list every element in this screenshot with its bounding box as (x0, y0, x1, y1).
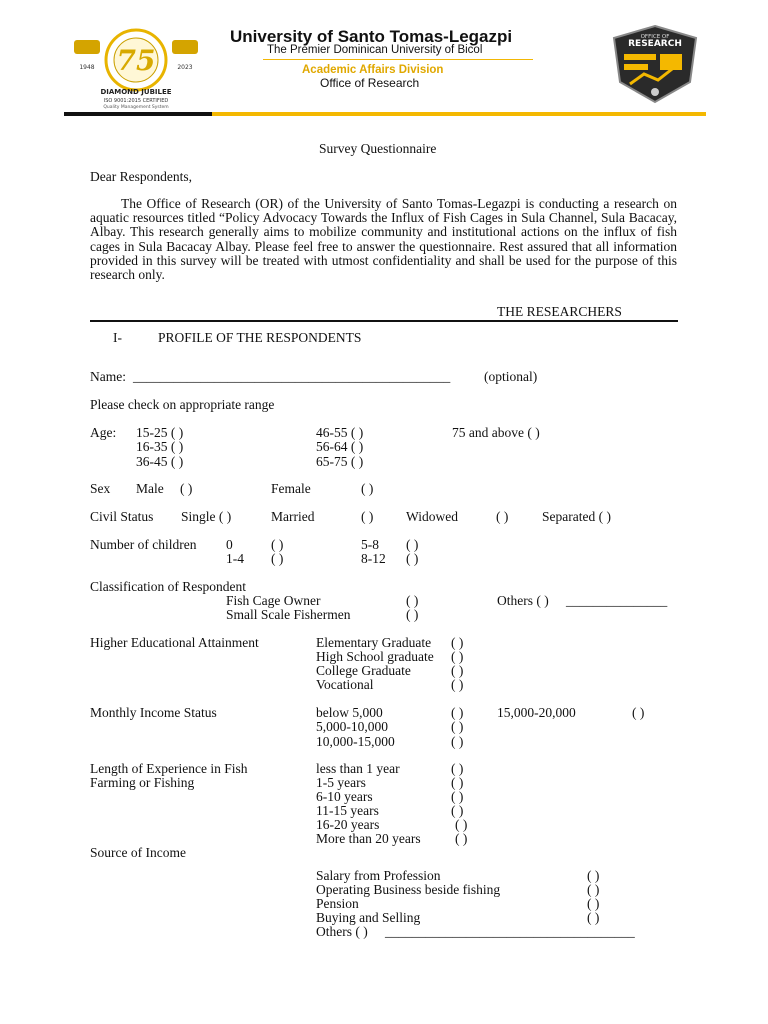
children-checkbox[interactable]: ( ) (271, 551, 284, 566)
age-option[interactable]: 75 and above ( ) (452, 425, 540, 440)
age-option[interactable]: 56-64 ( ) (316, 439, 364, 454)
experience-checkbox[interactable]: ( ) (455, 831, 468, 846)
section-number: I- (113, 330, 122, 345)
education-option-label: Vocational (316, 677, 374, 692)
experience-checkbox[interactable]: ( ) (451, 789, 464, 804)
header-bar-yellow (212, 112, 706, 116)
civil-status-label: Civil Status (90, 509, 154, 524)
classification-option-label: Fish Cage Owner (226, 593, 321, 608)
source-others-field[interactable]: _____________________________________ (385, 924, 635, 939)
civil-widowed-checkbox[interactable]: ( ) (496, 509, 509, 524)
experience-option-label: 1-5 years (316, 775, 366, 790)
children-option-label: 0 (226, 537, 233, 552)
civil-separated-option[interactable]: Separated ( ) (542, 509, 611, 524)
income-option-label: 5,000-10,000 (316, 719, 388, 734)
income-checkbox[interactable]: ( ) (632, 705, 645, 720)
source-option-label: Pension (316, 896, 359, 911)
instruction: Please check on appropriate range (90, 397, 275, 412)
name-field[interactable]: _______________________________________________ (133, 369, 451, 384)
experience-option-label: More than 20 years (316, 831, 421, 846)
experience-checkbox[interactable]: ( ) (451, 803, 464, 818)
source-checkbox[interactable]: ( ) (587, 868, 600, 883)
experience-label-cont: Farming or Fishing (90, 775, 195, 790)
experience-checkbox[interactable]: ( ) (451, 761, 464, 776)
header-divider (263, 59, 533, 60)
children-option-label: 1-4 (226, 551, 244, 566)
office-of-research-logo (610, 24, 700, 104)
education-checkbox[interactable]: ( ) (451, 663, 464, 678)
source-checkbox[interactable]: ( ) (587, 910, 600, 925)
section-divider (90, 320, 678, 322)
section-title: PROFILE OF THE RESPONDENTS (158, 330, 362, 345)
education-option-label: High School graduate (316, 649, 434, 664)
header-bar-dark (64, 112, 212, 116)
document-title: Survey Questionnaire (319, 141, 437, 156)
classification-checkbox[interactable]: ( ) (406, 607, 419, 622)
source-option-label: Buying and Selling (316, 910, 421, 925)
name-optional: (optional) (484, 369, 538, 384)
income-checkbox[interactable]: ( ) (451, 705, 464, 720)
income-option-label: below 5,000 (316, 705, 383, 720)
source-checkbox[interactable]: ( ) (587, 882, 600, 897)
income-option-label: 15,000-20,000 (497, 705, 576, 720)
source-option-label: Salary from Profession (316, 868, 441, 883)
sex-female-label: Female (271, 481, 311, 496)
age-option[interactable]: 36-45 ( ) (136, 454, 184, 469)
source-checkbox[interactable]: ( ) (587, 896, 600, 911)
sex-male-label: Male (136, 481, 164, 496)
logo-qms: Quality Management System (103, 105, 169, 110)
source-others-option[interactable]: Others ( ) (316, 924, 368, 939)
children-option-label: 5-8 (361, 537, 379, 552)
experience-option-label: 16-20 years (316, 817, 380, 832)
svg-text:75: 75 (116, 44, 156, 77)
sex-female-checkbox[interactable]: ( ) (361, 481, 374, 496)
signoff: THE RESEARCHERS (497, 304, 622, 319)
logo-jubilee: DIAMOND JUBILEE (100, 88, 172, 96)
name-label: Name: (90, 369, 126, 384)
age-option[interactable]: 65-75 ( ) (316, 454, 364, 469)
age-option[interactable]: 15-25 ( ) (136, 425, 184, 440)
age-option[interactable]: 16-35 ( ) (136, 439, 184, 454)
intro-paragraph: The Office of Research (OR) of the University of Santo Tomas-Legazpi is conducting a research on aquatic resources titled “Policy Advocacy Towards the Influx of Fish Cages in Sula Channel, Sula Bacacay, Albay. This research generally aims to mobilize community and institutional actions on the influx of fish cages in Sula Bacacay Albay. Please feel free to answer the questionnaire. Rest assured that all information provided in this survey will be treated with utmost confidentiality and shall be used for the purpose of this research only. (90, 196, 677, 283)
source-option-label: Operating Business beside fishing (316, 882, 501, 897)
university-name: University of Santo Tomas-Legazpi (230, 27, 513, 46)
classification-others-option[interactable]: Others ( ) (497, 593, 549, 608)
diamond-jubilee-logo (66, 26, 206, 110)
education-checkbox[interactable]: ( ) (451, 635, 464, 650)
children-option-label: 8-12 (361, 551, 386, 566)
income-checkbox[interactable]: ( ) (451, 734, 464, 749)
civil-single-option[interactable]: Single ( ) (181, 509, 232, 524)
children-label: Number of children (90, 537, 197, 552)
education-checkbox[interactable]: ( ) (451, 677, 464, 692)
education-checkbox[interactable]: ( ) (451, 649, 464, 664)
age-option[interactable]: 46-55 ( ) (316, 425, 364, 440)
classification-checkbox[interactable]: ( ) (406, 593, 419, 608)
logo-iso: ISO 9001:2015 CERTIFIED (103, 98, 169, 104)
logo-research: RESEARCH (628, 39, 682, 49)
experience-label: Length of Experience in Fish (90, 761, 248, 776)
children-checkbox[interactable]: ( ) (271, 537, 284, 552)
income-checkbox[interactable]: ( ) (451, 719, 464, 734)
civil-married-checkbox[interactable]: ( ) (361, 509, 374, 524)
education-option-label: Elementary Graduate (316, 635, 432, 650)
education-label: Higher Educational Attainment (90, 635, 259, 650)
education-option-label: College Graduate (316, 663, 411, 678)
logo-year-left: 1948 (79, 64, 95, 71)
age-label: Age: (90, 425, 117, 440)
children-checkbox[interactable]: ( ) (406, 537, 419, 552)
office-name: Office of Research (320, 76, 420, 90)
experience-checkbox[interactable]: ( ) (451, 775, 464, 790)
logo-office-of: OFFICE OF (640, 34, 670, 40)
division-name: Academic Affairs Division (302, 64, 444, 76)
civil-married-label: Married (271, 509, 315, 524)
source-label: Source of Income (90, 845, 186, 860)
children-checkbox[interactable]: ( ) (406, 551, 419, 566)
civil-widowed-label: Widowed (406, 509, 458, 524)
classification-others-field[interactable]: _______________ (566, 593, 668, 608)
experience-checkbox[interactable]: ( ) (455, 817, 468, 832)
logo-year-right: 2023 (177, 64, 193, 71)
sex-label: Sex (90, 481, 111, 496)
salutation: Dear Respondents, (90, 169, 192, 184)
income-label: Monthly Income Status (90, 705, 217, 720)
university-tagline: The Premier Dominican University of Bicol (267, 44, 483, 56)
classification-label: Classification of Respondent (90, 579, 246, 594)
experience-option-label: less than 1 year (316, 761, 400, 776)
experience-option-label: 11-15 years (316, 803, 379, 818)
experience-option-label: 6-10 years (316, 789, 373, 804)
income-option-label: 10,000-15,000 (316, 734, 395, 749)
classification-option-label: Small Scale Fishermen (226, 607, 351, 622)
sex-male-checkbox[interactable]: ( ) (180, 481, 193, 496)
